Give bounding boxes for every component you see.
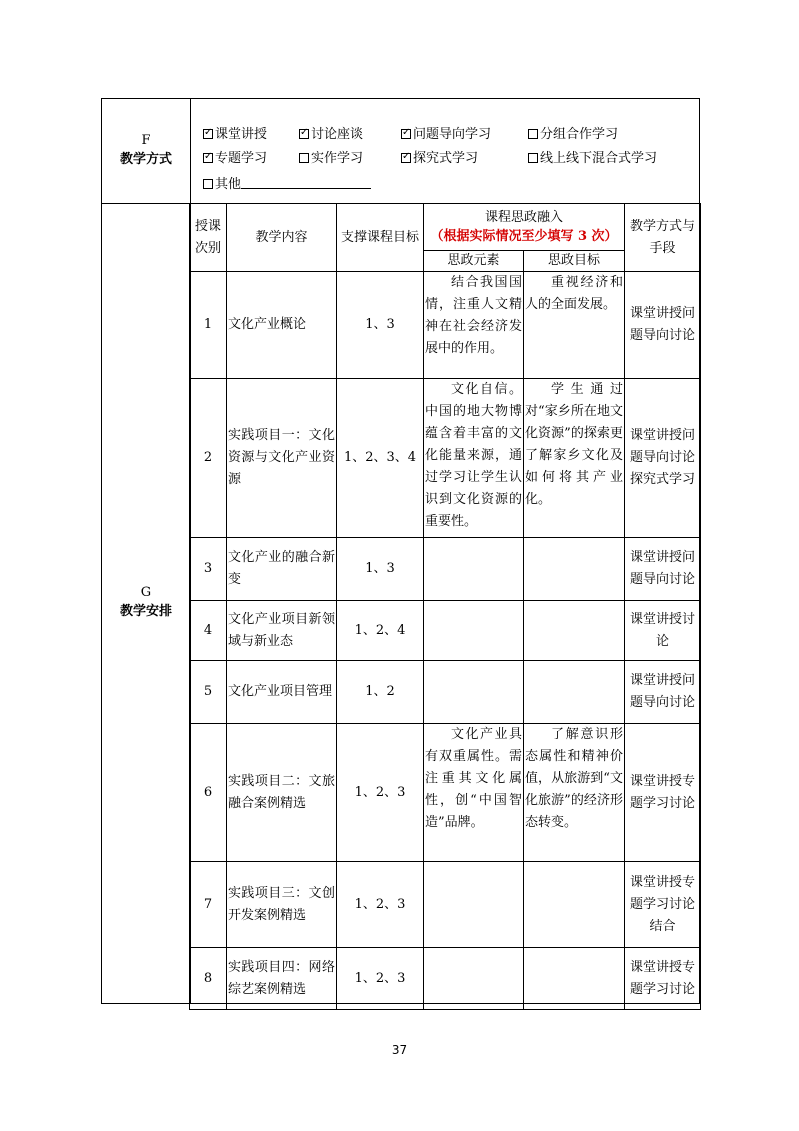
checkbox-icon[interactable] xyxy=(528,129,538,139)
section-letter-g: G xyxy=(140,585,152,600)
session-number: 5 xyxy=(190,661,227,724)
option-label: 线上线下混合式学习 xyxy=(540,151,658,166)
option-other[interactable] xyxy=(203,176,371,193)
schedule-table xyxy=(189,203,701,1010)
other-blank-line[interactable] xyxy=(241,176,371,189)
session-method: 课堂讲授专题学习讨论结合 xyxy=(625,862,701,948)
session-number: 1 xyxy=(190,272,227,379)
option-blended[interactable] xyxy=(528,151,657,167)
session-method: 课堂讲授讨论 xyxy=(625,601,701,661)
option-label: 专题学习 xyxy=(215,151,268,166)
option-label: 其他 xyxy=(215,177,242,192)
table-row xyxy=(190,379,701,538)
header-method: 教学方式与手段 xyxy=(625,204,701,272)
table-row xyxy=(190,601,701,661)
session-content: 实践项目一：文化资源与文化产业资源 xyxy=(227,379,337,538)
session-number: 7 xyxy=(190,862,227,948)
checkbox-icon[interactable] xyxy=(299,153,309,163)
header-session: 授课次别 xyxy=(190,204,227,272)
checkbox-icon[interactable] xyxy=(203,179,213,189)
ideology-element xyxy=(424,862,524,948)
table-row xyxy=(190,724,701,862)
checkbox-checked-icon[interactable] xyxy=(203,153,213,163)
ideology-target xyxy=(524,601,625,661)
session-method: 课堂讲授问题导向讨论 xyxy=(625,538,701,601)
ideology-target xyxy=(524,862,625,948)
header-content: 教学内容 xyxy=(227,204,337,272)
checkbox-checked-icon[interactable] xyxy=(203,129,213,139)
header-ideology xyxy=(424,204,625,251)
session-goal: 1、3 xyxy=(337,272,424,379)
ideology-target: 了解意识形态属性和精神价值，从旅游到“文化旅游”的经济形态转变。 xyxy=(524,724,625,862)
header-goal: 支撑课程目标 xyxy=(337,204,424,272)
checkbox-checked-icon[interactable] xyxy=(299,129,309,139)
ideology-element xyxy=(424,601,524,661)
session-goal: 1、2、3 xyxy=(337,724,424,862)
session-goal: 1、2、3 xyxy=(337,948,424,1010)
table-row xyxy=(190,538,701,601)
option-discussion[interactable] xyxy=(299,127,363,143)
ideology-element xyxy=(424,661,524,724)
ideology-element xyxy=(424,538,524,601)
page-number: 37 xyxy=(391,1043,408,1057)
option-practical[interactable] xyxy=(299,151,363,167)
option-label: 分组合作学习 xyxy=(540,127,619,142)
header-target: 思政目标 xyxy=(524,251,625,272)
session-goal: 1、2、4 xyxy=(337,601,424,661)
header-row xyxy=(190,204,701,251)
header-element: 思政元素 xyxy=(424,251,524,272)
section-letter-f: F xyxy=(141,133,151,148)
ideology-target xyxy=(524,538,625,601)
session-content: 实践项目二：文旅融合案例精选 xyxy=(227,724,337,862)
ideology-target xyxy=(524,661,625,724)
ideology-element: 文化自信。中国的地大物博蕴含着丰富的文化能量来源，通过学习让学生认识到文化资源的重要性。 xyxy=(424,379,524,538)
session-method: 课堂讲授问题导向讨论 xyxy=(625,272,701,379)
session-content: 文化产业项目管理 xyxy=(227,661,337,724)
teaching-methods-title: 教学方式 xyxy=(119,152,172,167)
session-goal: 1、3 xyxy=(337,538,424,601)
ideology-element: 结合我国国情，注重人文精神在社会经济发展中的作用。 xyxy=(424,272,524,379)
session-goal: 1、2、3 xyxy=(337,862,424,948)
option-label: 讨论座谈 xyxy=(311,127,364,142)
session-number: 3 xyxy=(190,538,227,601)
option-label: 课堂讲授 xyxy=(215,127,268,142)
session-goal: 1、2 xyxy=(337,661,424,724)
session-number: 2 xyxy=(190,379,227,538)
table-row xyxy=(190,661,701,724)
option-inquiry[interactable] xyxy=(401,151,478,167)
header-ideology-note: （根据实际情况至少填写 3 次） xyxy=(430,229,618,244)
checkbox-checked-icon[interactable] xyxy=(401,129,411,139)
session-content: 实践项目四：网络综艺案例精选 xyxy=(227,948,337,1010)
checkbox-icon[interactable] xyxy=(528,153,538,163)
session-goal: 1、2、3、4 xyxy=(337,379,424,538)
ideology-element: 文化产业具有双重属性。需注重其文化属性，创“中国智造”品牌。 xyxy=(424,724,524,862)
table-row xyxy=(190,862,701,948)
ideology-element xyxy=(424,948,524,1010)
session-content: 实践项目三：文创开发案例精选 xyxy=(227,862,337,948)
header-ideology-title: 课程思政融入 xyxy=(485,210,564,225)
session-content: 文化产业的融合新变 xyxy=(227,538,337,601)
checkbox-checked-icon[interactable] xyxy=(401,153,411,163)
table-row xyxy=(190,272,701,379)
session-number: 8 xyxy=(190,948,227,1010)
teaching-schedule-title: 教学安排 xyxy=(119,604,172,619)
session-method: 课堂讲授问题导向讨论 xyxy=(625,661,701,724)
ideology-target xyxy=(524,948,625,1010)
ideology-target: 重视经济和人的全面发展。 xyxy=(524,272,625,379)
option-topic-study[interactable] xyxy=(203,151,267,167)
ideology-target: 学生通过对“家乡所在地文化资源”的探索更了解家乡文化及如何将其产业化。 xyxy=(524,379,625,538)
option-problem-based[interactable] xyxy=(401,127,491,143)
option-lecture[interactable] xyxy=(203,127,267,143)
option-group-cooperation[interactable] xyxy=(528,127,618,143)
teaching-schedule-label xyxy=(102,203,191,1003)
session-content: 文化产业概论 xyxy=(227,272,337,379)
option-label: 探究式学习 xyxy=(413,151,479,166)
session-number: 6 xyxy=(190,724,227,862)
table-row xyxy=(190,948,701,1010)
session-method: 课堂讲授专题学习讨论 xyxy=(625,948,701,1010)
session-method: 课堂讲授问题导向讨论探究式学习 xyxy=(625,379,701,538)
session-number: 4 xyxy=(190,601,227,661)
session-method: 课堂讲授专题学习讨论 xyxy=(625,724,701,862)
teaching-methods-label xyxy=(102,99,191,203)
session-content: 文化产业项目新领域与新业态 xyxy=(227,601,337,661)
option-label: 实作学习 xyxy=(311,151,364,166)
option-label: 问题导向学习 xyxy=(413,127,492,142)
